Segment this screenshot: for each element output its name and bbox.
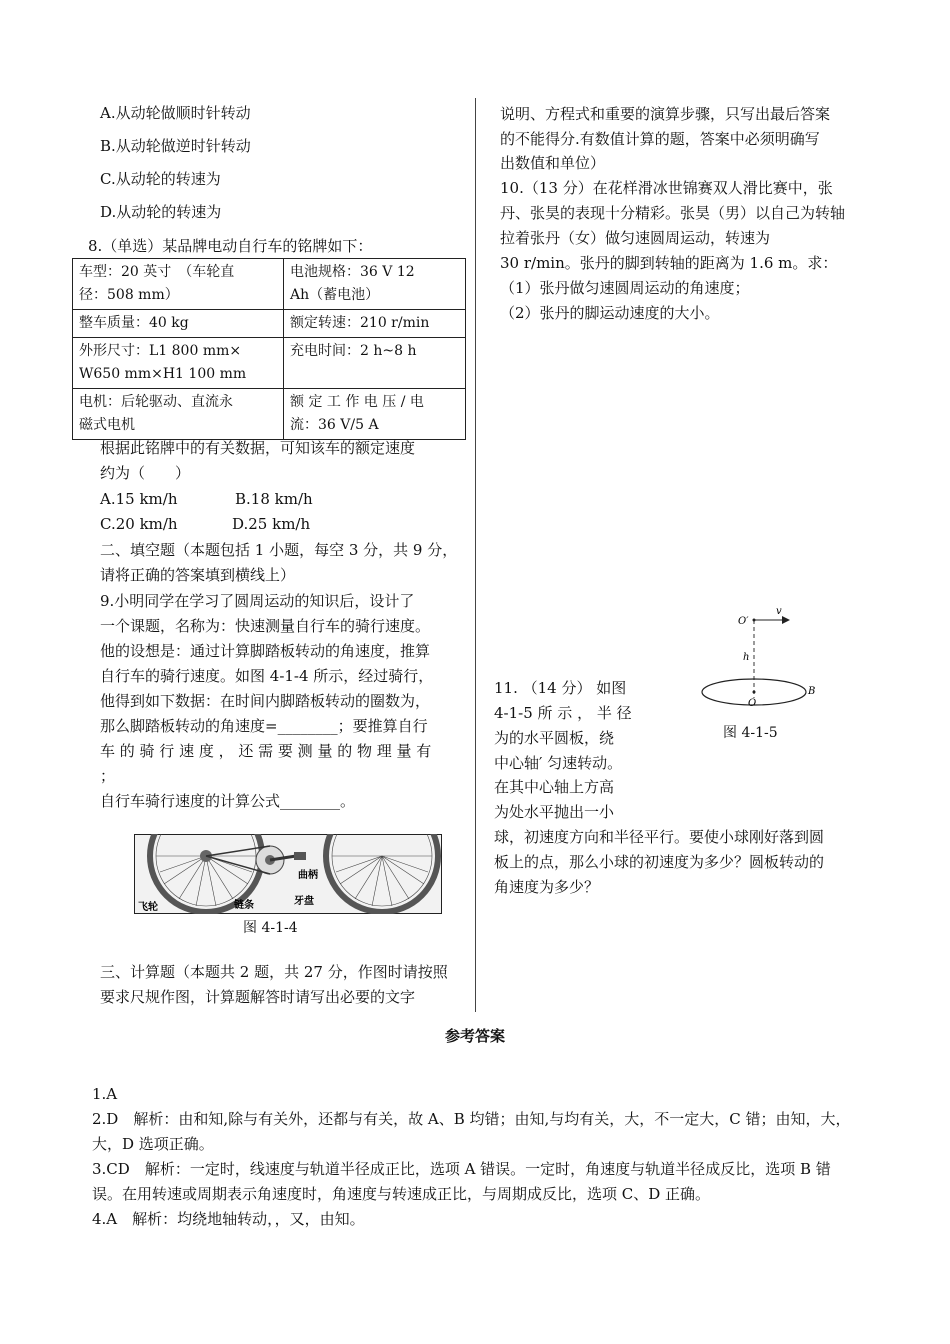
q7-option-d: D.从动轮的转速为	[100, 203, 222, 221]
q10-line: 丹、张昊的表现十分精彩。张昊（男）以自己为转轴	[500, 204, 846, 222]
q10-line: （1）张丹做匀速圆周运动的角速度；	[500, 279, 750, 297]
table-cell: 电池规格：36 V 12 Ah（蓄电池）	[284, 259, 466, 310]
label-chainring: 牙盘	[294, 896, 314, 907]
figure-caption-4-1-4: 图 4-1-4	[243, 920, 298, 936]
table-cell: 充电时间：2 h~8 h	[284, 338, 466, 389]
spec-table	[72, 258, 466, 440]
q7-option-c: C.从动轮的转速为	[100, 170, 221, 188]
q9-line: 自行车骑行速度的计算公式________。	[100, 792, 356, 810]
q11-line: 角速度为多少？	[494, 878, 600, 896]
q10-line: 拉着张丹（女）做匀速圆周运动，转速为	[500, 229, 771, 247]
q8-option-b: B.18 km/h	[235, 490, 313, 508]
q11-line: 中心轴′ 匀速转动。	[494, 754, 623, 772]
q11-line: 在其中心轴上方高	[494, 778, 615, 796]
table-row	[73, 259, 466, 310]
q9-line: ；	[100, 767, 116, 785]
section-2-heading: 二、填空题（本题包括 1 小题，每空 3 分，共 9 分，	[100, 541, 458, 559]
q8-question-line: 根据此铭牌中的有关数据，可知该车的额定速度	[100, 439, 416, 457]
table-cell: 额定转速：210 r/min	[284, 310, 466, 338]
label-o: O	[748, 698, 757, 709]
q7-option-a: A.从动轮做顺时针转动	[100, 104, 251, 122]
label-o-prime: O′	[738, 616, 749, 627]
q8-stem: 8.（单选）某品牌电动自行车的铭牌如下：	[88, 237, 373, 255]
bicycle-figure	[134, 834, 442, 914]
label-h: h	[743, 652, 750, 663]
q9-line: 那么脚踏板转动的角速度=________；要推算自行	[100, 717, 428, 735]
answer-line: 2.D 解析：由和知,除与有关外，还都与有关，故 A、B 均错；由知,与均有关，大，不一定大，C 错；由知，大，	[92, 1110, 851, 1128]
table-row	[73, 389, 466, 440]
q11-line: 为处水平抛出一小	[494, 803, 615, 821]
label-crank: 曲柄	[298, 870, 318, 881]
label-b: B	[808, 686, 816, 697]
label-v: v	[776, 606, 782, 617]
q8-question-line: 约为（ ）	[100, 464, 191, 482]
table-row	[73, 310, 466, 338]
section-3-heading: 三、计算题（本题共 2 题，共 27 分，作图时请按照	[100, 963, 448, 981]
q10-line: （2）张丹的脚运动速度的大小。	[500, 304, 720, 322]
q8-option-a: A.15 km/h	[100, 490, 178, 508]
q9-line: 他得到如下数据：在时间内脚踏板转动的圈数为，	[100, 692, 431, 710]
q11-line: 4-1-5 所 示 ， 半 径	[494, 704, 632, 722]
answer-line: 误。在用转速或周期表示角速度时，角速度与转速成正比，与周期成反比，选项 C、D 正确。	[92, 1185, 711, 1203]
q10-line: 10.（13 分）在花样滑冰世锦赛双人滑比赛中，张	[500, 179, 833, 197]
section-3-continued: 说明、方程式和重要的演算步骤，只写出最后答案	[500, 105, 831, 123]
section-3-continued: 出数值和单位）	[500, 154, 606, 172]
table-row	[73, 338, 466, 389]
answer-line: 3.CD 解析：一定时，线速度与轨道半径成正比，选项 A 错误。一定时，角速度与轨道半径成反比，选项 B 错	[92, 1160, 831, 1178]
disk-figure	[690, 600, 820, 725]
section-3-continued: 的不能得分.有数值计算的题，答案中必须明确写	[500, 130, 820, 148]
answer-line: 1.A	[92, 1085, 118, 1103]
q8-option-d: D.25 km/h	[232, 515, 311, 533]
q11-line: 为的水平圆板，绕	[494, 729, 615, 747]
section-3-heading: 要求尺规作图，计算题解答时请写出必要的文字	[100, 988, 416, 1006]
table-cell: 车型：20 英寸 （车轮直 径：508 mm）	[73, 259, 284, 310]
section-2-heading: 请将正确的答案填到横线上）	[100, 566, 296, 584]
table-cell: 整车质量：40 kg	[73, 310, 284, 338]
q11-line: 板上的点，那么小球的初速度为多少？圆板转动的	[494, 853, 825, 871]
table-cell: 外形尺寸：L1 800 mm× W650 mm×H1 100 mm	[73, 338, 284, 389]
q7-option-b: B.从动轮做逆时针转动	[100, 137, 251, 155]
q9-line: 自行车的骑行速度。如图 4-1-4 所示，经过骑行，	[100, 667, 434, 685]
answers-heading: 参考答案	[444, 1027, 505, 1045]
q11-line: 球，初速度方向和半径平行。要使小球刚好落到圆	[494, 828, 825, 846]
q10-line: 30 r/min。张丹的脚到转轴的距离为 1.6 m。求：	[500, 254, 838, 272]
label-chain: 链条	[234, 900, 254, 911]
table-cell: 额 定 工 作 电 压 / 电 流：36 V/5 A	[284, 389, 466, 440]
q11-line: 11. （14 分） 如图	[494, 679, 627, 697]
q9-line: 车 的 骑 行 速 度 ， 还 需 要 测 量 的 物 理 量 有	[100, 742, 432, 760]
q9-line: 9.小明同学在学习了圆周运动的知识后，设计了	[100, 592, 415, 610]
q9-line: 他的设想是：通过计算脚踏板转动的角速度，推算	[100, 642, 431, 660]
figure-caption-4-1-5: 图 4-1-5	[723, 725, 778, 741]
answer-line: 4.A 解析：均绕地轴转动，，又，由知。	[92, 1210, 365, 1228]
q9-line: 一个课题，名称为：快速测量自行车的骑行速度。	[100, 617, 431, 635]
q8-option-c: C.20 km/h	[100, 515, 178, 533]
label-flywheel: 飞轮	[138, 902, 158, 913]
table-cell: 电机：后轮驱动、直流永 磁式电机	[73, 389, 284, 440]
answer-line: 大，D 选项正确。	[92, 1135, 214, 1153]
column-divider	[475, 98, 476, 1012]
